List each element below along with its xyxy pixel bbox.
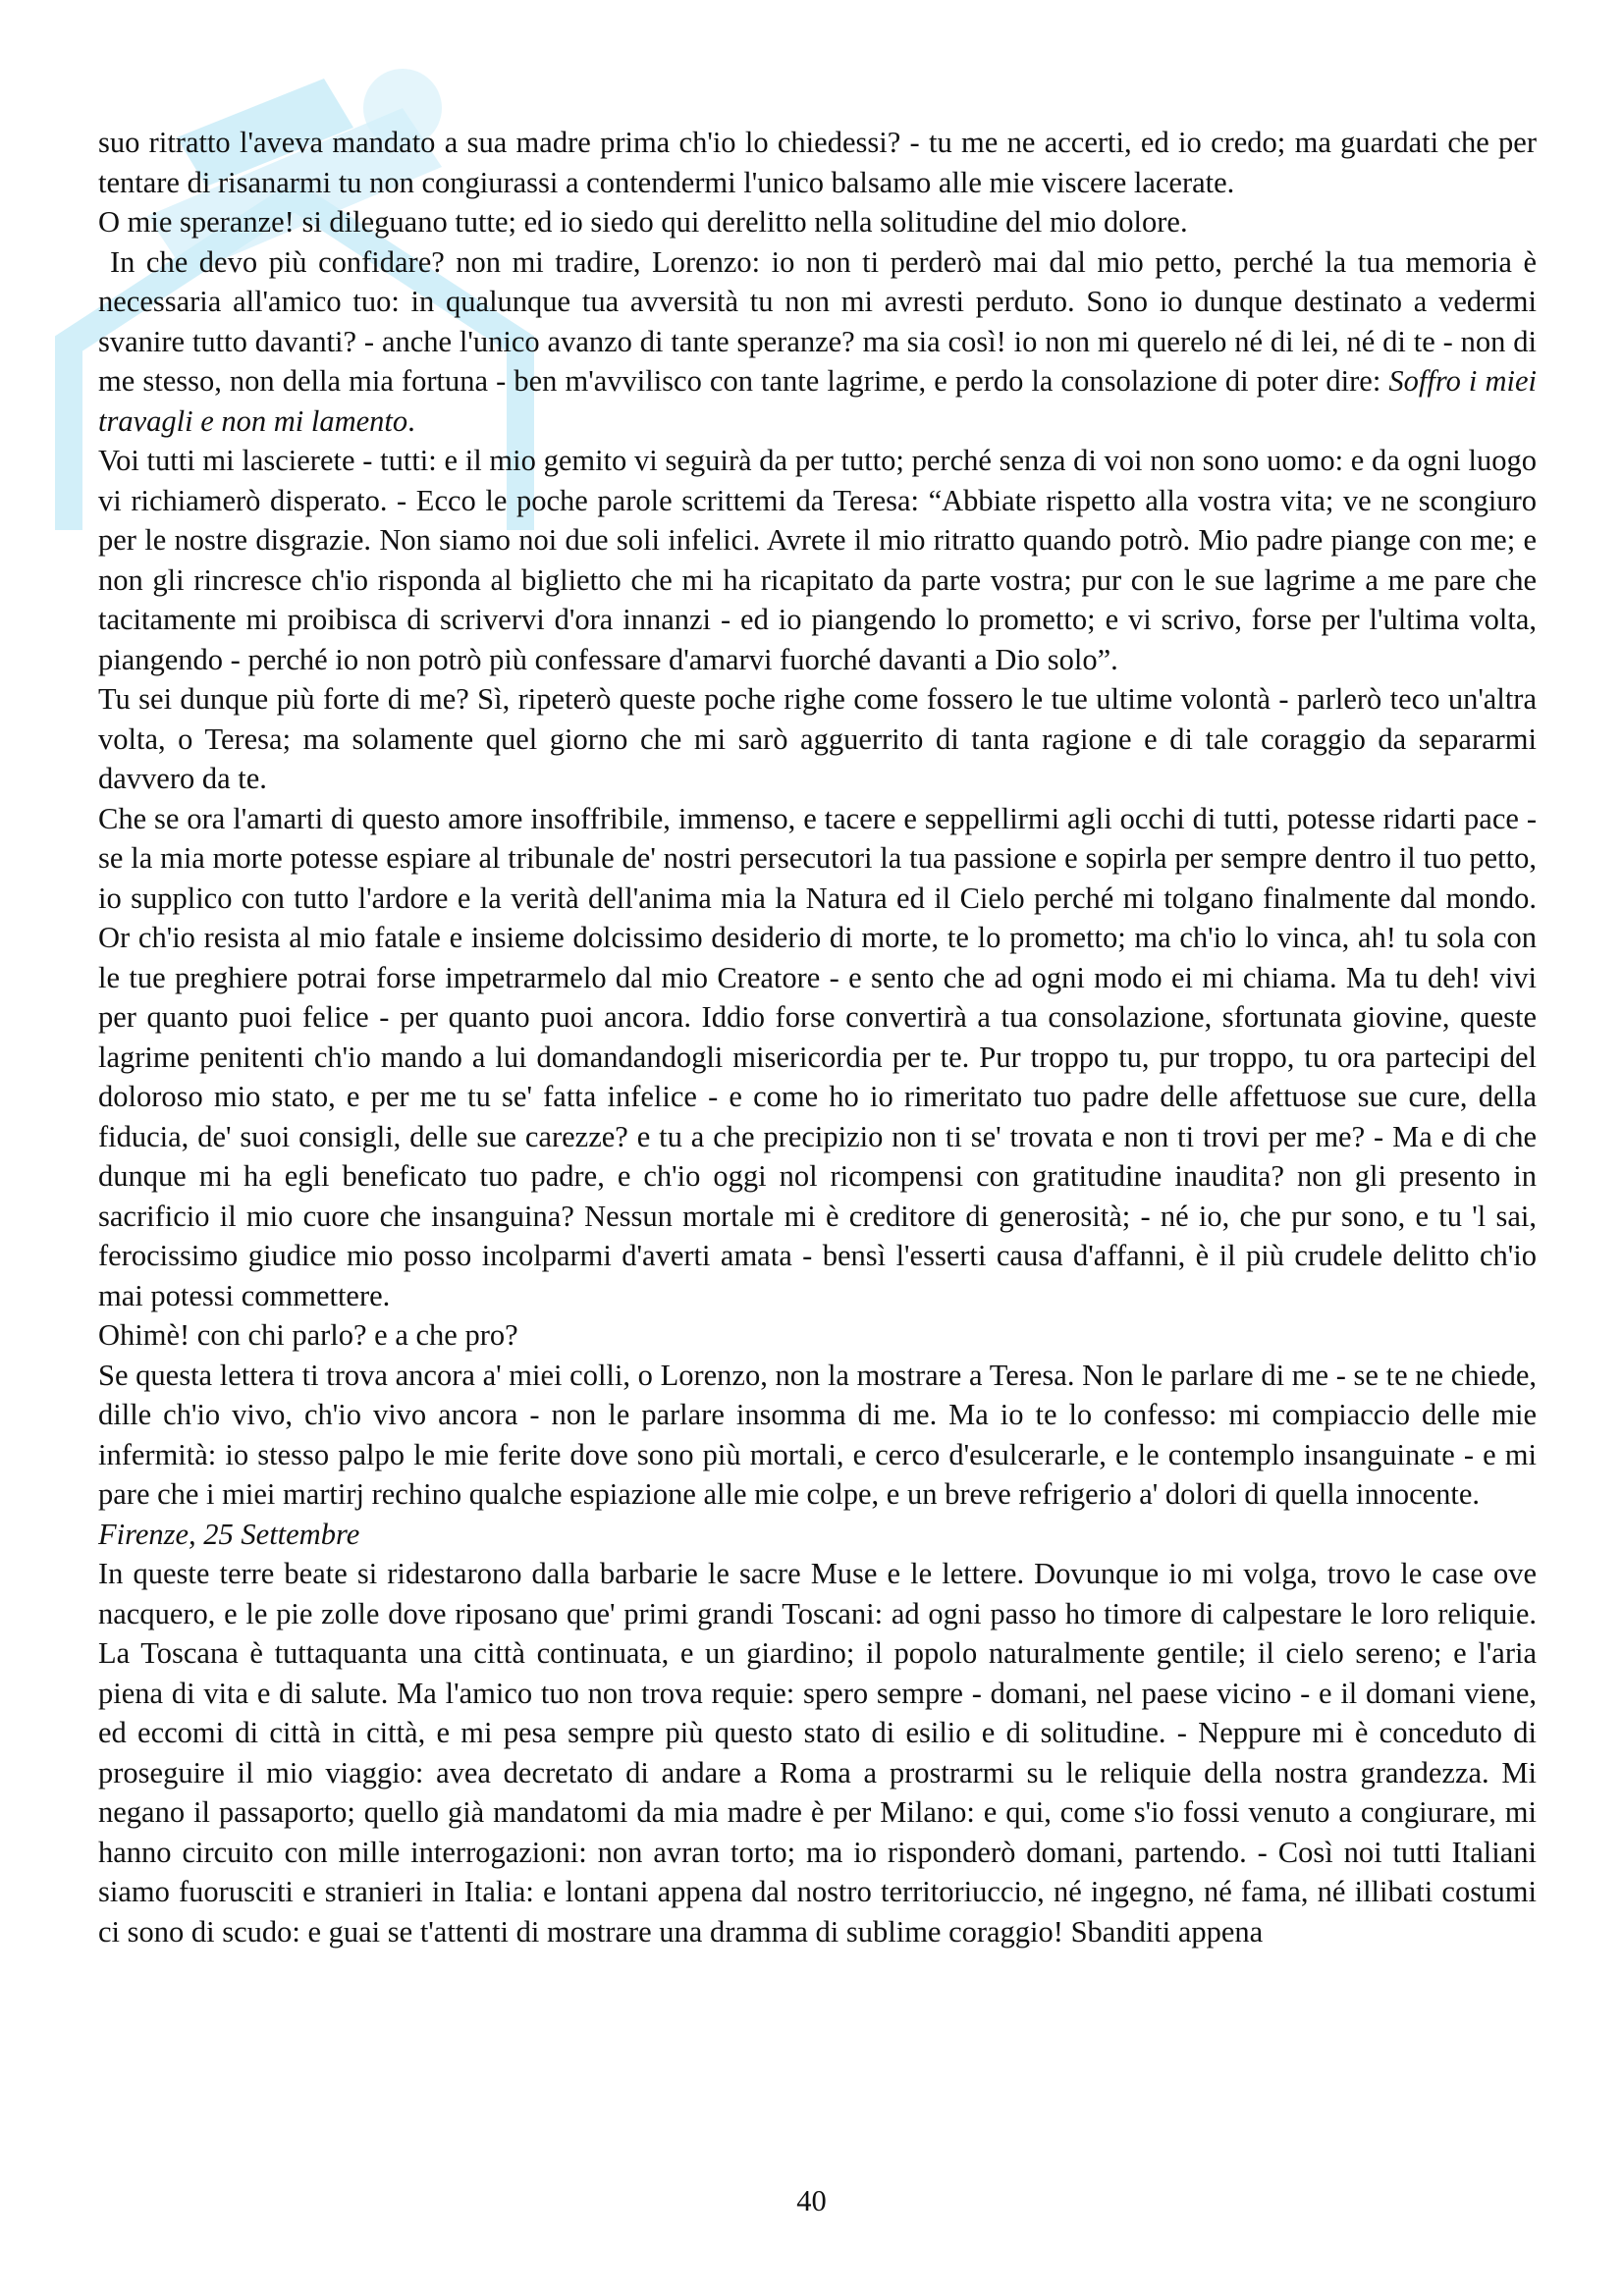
paragraph: Voi tutti mi lascierete - tutti: e il mio gemito vi seguirà da per tutto; perché senza di voi non sono uomo: e da ogni luogo vi richiamerò disperato. - Ecco le poche parole scrittemi da Teresa: “Abbiate rispetto alla vostra vita; ve ne scongiuro per le nostre disgrazie. Non siamo noi due soli infelici. Avrete il mio ritratto quando potrò. Mio padre piange con me; e non gli rincresce ch'io risponda al biglietto che mi ha ricapitato da parte vostra; pur con le sue lagrime a me pare che tacitamente mi proibisca di scrivervi d'ora innanzi - ed io piangendo lo prometto; e vi scrivo, forse per l'ultima volta, piangendo - perché io non potrò più confessare d'amarvi fuorché davanti a Dio solo”. bbox=[98, 444, 1537, 676]
letter-dateline: Firenze, 25 Settembre bbox=[98, 1517, 360, 1551]
paragraph: In che devo più confidare? non mi tradire, Lorenzo: io non ti perderò mai dal mio petto, perché la tua memoria è necessaria all'amico tuo: in qualunque tua avversità tu non mi avresti perduto. Sono io dunque destinato a vedermi svanire tutto davanti? - anche l'unico avanzo di tante speranze? ma sia così! io non mi querelo né di lei, né di te - non di me stesso, non della mia fortuna - ben m'avvilisco con tante lagrime, e perdo la consolazione di poter dire: Soffro i miei travagli e non mi lamento. bbox=[98, 244, 1538, 438]
paragraph: O mie speranze! si dileguano tutte; ed io siedo qui derelitto nella solitudine del mio dolore. bbox=[98, 205, 1188, 239]
paragraph: Ohimè! con chi parlo? e a che pro? bbox=[98, 1318, 518, 1352]
paragraph: Tu sei dunque più forte di me? Sì, ripeterò queste poche righe come fossero le tue ultime volontà - parlerò teco un'altra volta, o Teresa; ma solamente quel giorno che mi sarò agguerrito di tanta ragione e di tale coraggio da separarmi davvero da te. bbox=[98, 682, 1537, 795]
paragraph: In queste terre beate si ridestarono dalla barbarie le sacre Muse e le lettere. Dovunque io mi volga, trovo le case ove nacquero, e le pie zolle dove riposano que' primi grandi Toscani: ad ogni passo ho timore di calpestare le loro reliquie. La Toscana è tuttaquanta una città continuata, e un giardino; il popolo naturalmente gentile; il cielo sereno; e l'aria piena di vita e di salute. Ma l'amico tuo non trova requie: spero sempre - domani, nel paese vicino - e il domani viene, ed eccomi di città in città, e mi pesa sempre più questo stato di esilio e di solitudine. - Neppure mi è conceduto di proseguire il mio viaggio: avea decretato di andare a Roma a prostrarmi su le reliquie della nostra grandezza. Mi negano il passaporto; quello già mandatomi da mia madre è per Milano: e qui, come s'io fossi venuto a congiurare, mi hanno circuito con mille interrogazioni: non avran torto; ma io risponderò domani, partendo. - Così noi tutti Italiani siamo fuorusciti e stranieri in Italia: e lontani appena dal nostro territoriuccio, né ingegno, né fama, né illibati costumi ci sono di scudo: e guai se t'attenti di mostrare una dramma di sublime coraggio! Sbanditi appena bbox=[98, 1557, 1537, 1949]
page-number: 40 bbox=[796, 2184, 827, 2217]
italic-quote: Soffro i miei travagli e non mi lamento bbox=[98, 364, 1538, 438]
paragraph: Che se ora l'amarti di questo amore insoffribile, immenso, e tacere e seppellirmi agli occhi di tutti, potesse ridarti pace - se la mia morte potesse espiare al tribunale de' nostri persecutori la tua passione e sopirla per sempre dentro il tuo petto, io supplico con tutto l'ardore e la verità dell'anima mia la Natura ed il Cielo perché mi tolgano finalmente dal mondo. Or ch'io resista al mio fatale e insieme dolcissimo desiderio di morte, te lo prometto; ma ch'io lo vinca, ah! tu sola con le tue preghiere potrai forse impetrarmelo dal mio Creatore - e sento che ad ogni modo ei mi chiama. Ma tu deh! vivi per quanto puoi felice - per quanto puoi ancora. Iddio forse convertirà a tua consolazione, sfortunata giovine, queste lagrime penitenti ch'io mando a lui domandandogli misericordia per te. Pur troppo tu, pur troppo, tu ora partecipi del doloroso mio stato, e per me tu se' fatta infelice - e come ho io rimeritato tuo padre delle affettuose sue cure, della fiducia, de' suoi consigli, delle sue carezze? e tu a che precipizio non ti se' trovata e non ti trovi per me? - Ma e di che dunque mi ha egli beneficato tuo padre, e ch'io oggi nol ricompensi con gratitudine inaudita? non gli presento in sacrificio il mio cuore che insanguina? Nessun mortale mi è creditore di generosità; - né io, che pur sono, e tu 'l sai, ferocissimo giudice mio posso incolparmi d'averti amata - bensì l'esserti causa d'affanni, è il più crudele delitto ch'io mai potessi commettere. bbox=[98, 801, 1537, 1312]
paragraph: Se questa lettera ti trova ancora a' miei colli, o Lorenzo, non la mostrare a Teresa. Non le parlare di me - se te ne chiede, dille ch'io vivo, ch'io vivo ancora - non le parlare insomma di me. Ma io te lo confesso: mi compiaccio delle mie infermità: io stesso palpo le mie ferite dove sono più mortali, e cerco d'esulcerarle, e le contemplo insanguinate - e mi pare che i miei martirj rechino qualche espiazione alle mie colpe, e un breve refrigerio a' dolori di quella innocente. bbox=[98, 1358, 1537, 1511]
paragraph: suo ritratto l'aveva mandato a sua madre prima ch'io lo chiedessi? - tu me ne accerti, ed io credo; ma guardati che per tentare di risanarmi tu non congiurassi a contendermi l'unico balsamo alle mie viscere lacerate. bbox=[98, 126, 1537, 199]
page-body bbox=[98, 123, 1537, 1951]
